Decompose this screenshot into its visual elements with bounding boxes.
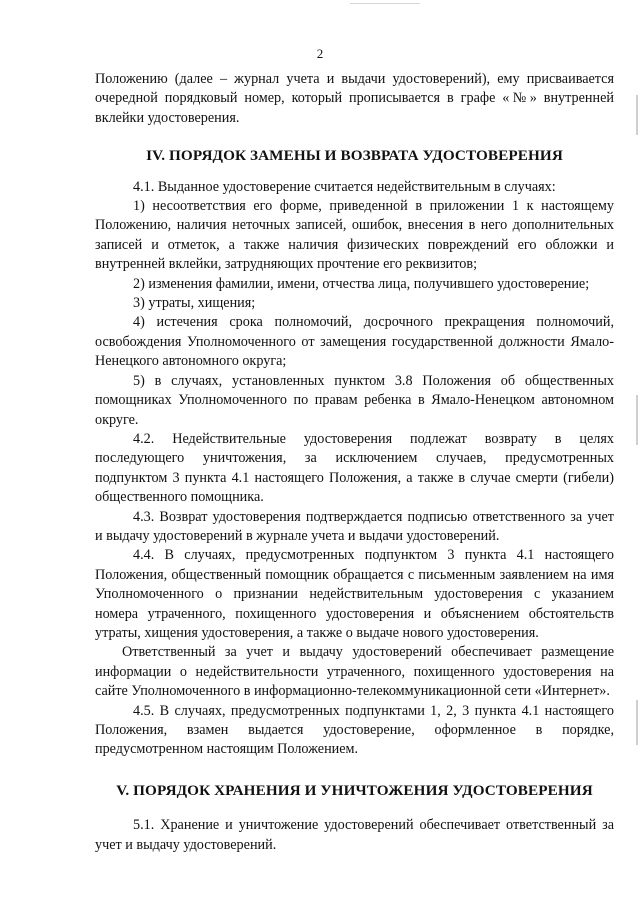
- list-item-2: 2) изменения фамилии, имени, отчества лица, получившего удостоверение;: [133, 275, 590, 292]
- list-item-5: 5) в случаях, установленных пунктом 3.8 Положения об общественных помощниках Уполномоченного по правам ребенка в Ямало-Ненецком автономном округе.: [95, 372, 614, 428]
- section-4-heading: IV. ПОРЯДОК ЗАМЕНЫ И ВОЗВРАТА УДОСТОВЕРЕНИЯ: [146, 147, 563, 165]
- paragraph-5-1: 5.1. Хранение и уничтожение удостоверений обеспечивает ответственный за учет и выдачу удостоверений.: [95, 817, 614, 853]
- scan-edge-mark: [636, 700, 638, 745]
- paragraph-responsible: Ответственный за учет и выдачу удостоверений обеспечивает размещение информации о недействительности утраченного, похищенного удостоверения на сайте Уполномоченного в информационно-телекоммуникационной сети «Интернет».: [95, 644, 614, 700]
- paragraph-4-3: 4.3. Возврат удостоверения подтверждается подписью ответственного за учет и выдачу удостоверений в журнале учета и выдачи удостоверений.: [95, 508, 614, 544]
- list-item-1: 1) несоответствия его форме, приведенной в приложении 1 к настоящему Положению, наличия неточных записей, ошибок, внесения в него дополнительных записей и отметок, а также наличия физических повреждений его обложки и внутренней вклейки, затрудняющих прочтение его реквизитов;: [95, 198, 614, 273]
- paragraph-4-2: 4.2. Недействительные удостоверения подлежат возврату в целях последующего уничтожения, за исключением случаев, предусмотренных подпунктом 3 пункта 4.1 настоящего Положения, а также в случае смерти (гибели) общественного помощника.: [95, 430, 614, 506]
- document-body: [95, 70, 614, 855]
- paragraph-4-5: 4.5. В случаях, предусмотренных подпунктами 1, 2, 3 пункта 4.1 настоящего Положения, взамен выдается удостоверение, оформленное в порядке, предусмотренном настоящим Положением.: [95, 702, 614, 758]
- scan-edge-mark: [636, 95, 638, 135]
- scan-artifact-line: [350, 3, 420, 4]
- paragraph-4-1: 4.1. Выданное удостоверение считается недействительным в случаях:: [133, 178, 556, 195]
- page-number: 2: [316, 46, 324, 61]
- scan-edge-mark: [636, 395, 638, 445]
- paragraph-4-4: 4.4. В случаях, предусмотренных подпунктом 3 пункта 4.1 настоящего Положения, общественный помощник обращается с письменным заявлением на имя Уполномоченного о признании недействительным удостоверения с указанием номера утраченного, похищенного удостоверения и объяснением обстоятельств утраты, хищения удостоверения, а также о выдаче нового удостоверения.: [95, 547, 614, 641]
- list-item-4: 4) истечения срока полномочий, досрочного прекращения полномочий, освобождения Уполномоченного от замещения государственной должности Ямало-Ненецкого автономного округа;: [95, 314, 614, 370]
- opening-paragraph: Положению (далее – журнал учета и выдачи удостоверений), ему присваивается очередной порядковый номер, который прописывается в графе «№» внутренней вклейки удостоверения.: [95, 71, 614, 126]
- section-5-heading: V. ПОРЯДОК ХРАНЕНИЯ И УНИЧТОЖЕНИЯ УДОСТОВЕРЕНИЯ: [116, 781, 593, 799]
- list-item-3: 3) утраты, хищения;: [133, 295, 256, 312]
